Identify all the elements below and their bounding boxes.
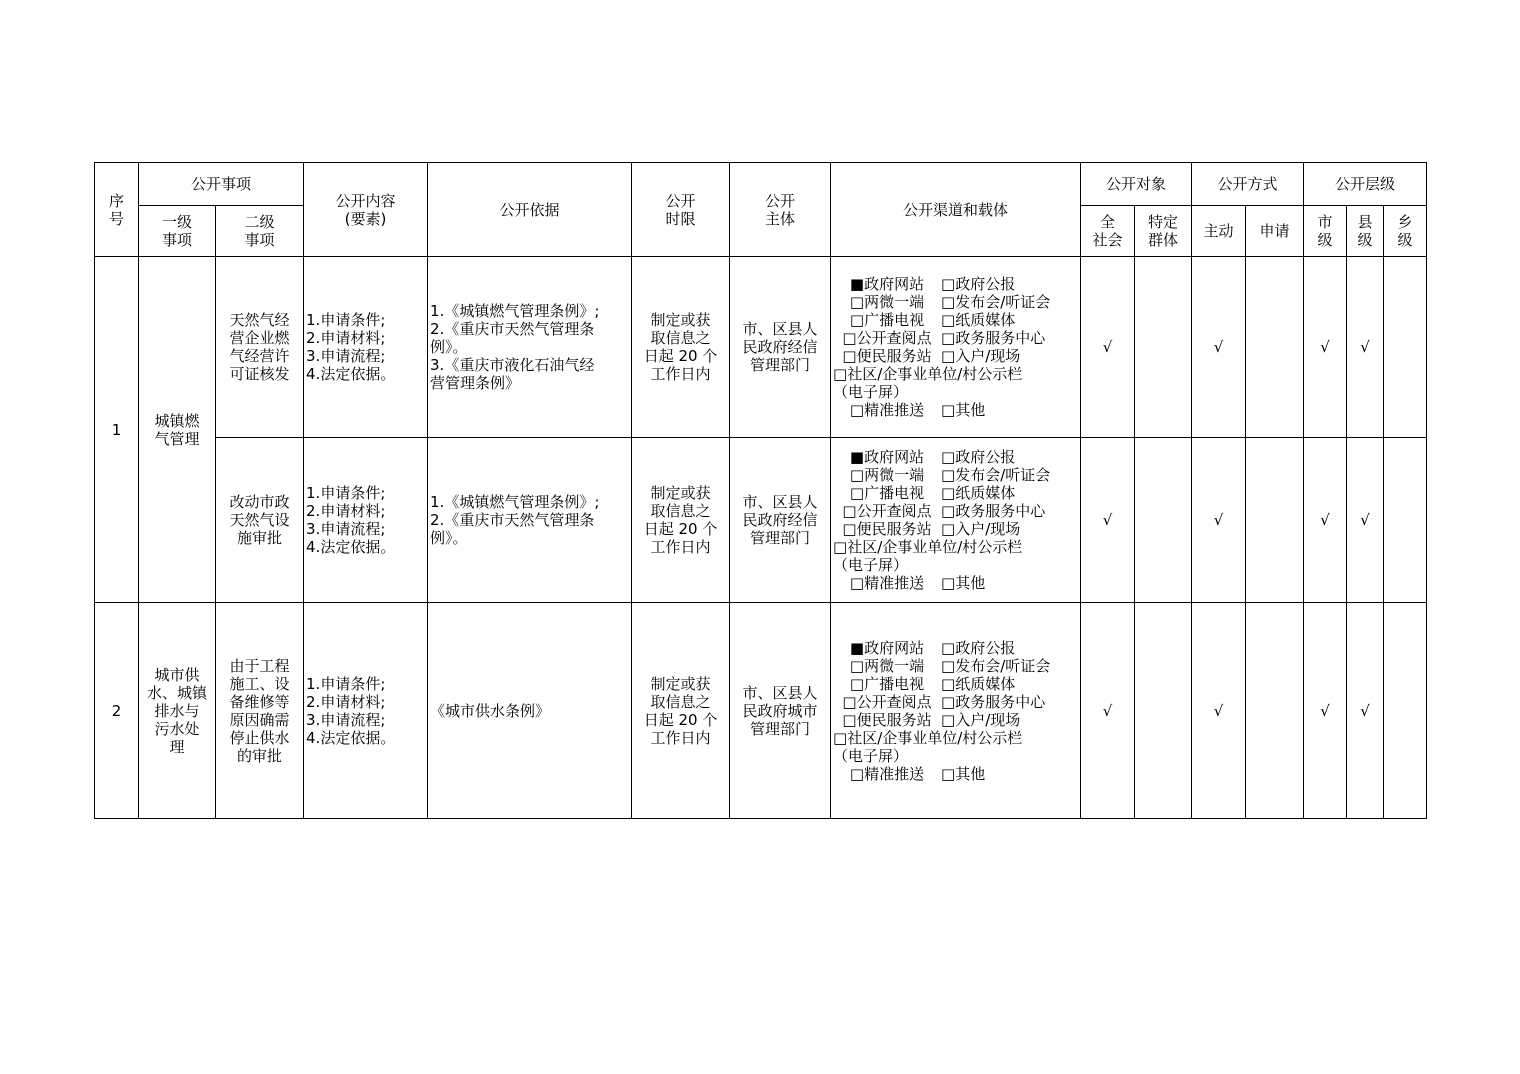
channel-option: □纸质媒体 [941,674,1016,693]
target-all-cell: √ [1081,438,1135,603]
text-line: 2.《重庆市天然气管理条 [430,511,595,529]
text-line: 改动市政 [229,493,290,511]
target-specific-cell [1135,257,1192,438]
text-line: 管理部门 [750,719,811,738]
text-line: 2.申请材料; [306,502,386,520]
channel-row [833,484,1078,502]
header-method-active: 主动 [1192,206,1246,257]
time-limit-cell [632,257,730,438]
channel-row [833,383,1078,401]
channel-option: □入户/现场 [941,710,1021,729]
channel-row [833,293,1078,311]
channel-option: □社区/企事业单位/村公示栏 [833,728,1023,747]
text-line: 取信息之 [650,502,711,520]
text-line: 1.申请条件; [306,674,386,693]
channel-row [833,448,1078,466]
header-target-specific [1135,206,1192,257]
text-line: 公开 [665,191,696,210]
text-line: 城镇燃 [154,411,200,430]
subject-cell [730,603,831,819]
seq-cell: 2 [95,603,139,819]
table-row [95,603,1427,819]
channel-option: □精准推送 [849,401,925,419]
channels-cell [831,257,1081,438]
text-line: 3.《重庆市液化石油气经 [430,356,595,374]
channel-row [833,747,1078,765]
table-row [95,438,1427,603]
channel-option: ■政府网站 [849,638,925,657]
channel-option: □广播电视 [849,674,925,693]
method-apply-cell [1246,603,1304,819]
text-line: 施工、设 [229,674,290,693]
channel-option: □发布会/听证会 [941,293,1051,311]
text-line: 公开内容 [335,191,396,210]
text-line: 市、区县人 [742,683,818,702]
header-seq [95,163,139,257]
text-line: 由于工程 [229,656,290,675]
channel-row [833,574,1078,592]
channel-option: □精准推送 [849,574,925,592]
header-subject [730,163,831,257]
channels-cell [831,438,1081,603]
text-line: 级 [1317,231,1333,249]
level-county-cell: √ [1347,257,1384,438]
channel-option: □社区/企事业单位/村公示栏 [833,538,1023,556]
text-line: 特定 [1148,213,1179,231]
text-line: 原因确需 [229,710,290,729]
header-channels: 公开渠道和载体 [831,163,1081,257]
text-line: 事项 [244,231,275,249]
level-town-cell [1384,438,1427,603]
channel-option: □两微一端 [849,466,925,484]
text-line: 社会 [1092,231,1123,249]
channel-option: □其他 [941,574,986,592]
text-line: 民政府城市 [742,701,818,720]
text-line: 工作日内 [650,538,711,556]
text-line: 管理部门 [750,529,811,547]
channel-option: ■政府网站 [849,448,925,466]
text-line: 的审批 [237,746,283,765]
channel-option: ■政府网站 [849,275,925,293]
basis-cell [428,438,632,603]
content-cell [304,438,428,603]
text-line: 3.申请流程; [306,520,386,538]
channel-row [833,657,1078,675]
header-level-group: 公开层级 [1304,163,1427,206]
text-line: 市、区县人 [742,320,818,338]
text-line: 1.申请条件; [306,484,386,502]
channel-row [833,765,1078,783]
header-method-apply: 申请 [1246,206,1304,257]
header-level-county [1347,206,1384,257]
text-line: 工作日内 [650,365,711,383]
target-all-cell: √ [1081,257,1135,438]
channel-option: （电子屏） [833,746,909,765]
channel-option: □精准推送 [849,764,925,783]
content-cell [304,603,428,819]
text-line: 水、城镇 [146,683,207,702]
text-line: 营企业燃 [229,329,290,347]
level-town-cell [1384,257,1427,438]
text-line: 污水处 [154,719,200,738]
text-line: 级 [1397,231,1413,249]
text-line: 号 [108,209,124,228]
time-limit-cell [632,603,730,819]
header-items-group: 公开事项 [139,163,304,206]
channel-option: □广播电视 [849,311,925,329]
header-method-group: 公开方式 [1192,163,1304,206]
text-line: 备维修等 [229,692,290,711]
content-cell [304,257,428,438]
channel-row [833,347,1078,365]
text-line: 停止供水 [229,728,290,747]
channel-row [833,329,1078,347]
channel-row [833,275,1078,293]
text-line: 民政府经信 [742,338,818,356]
text-line: 《城市供水条例》 [430,701,551,720]
channel-option: □公开查阅点 [842,329,932,347]
subject-cell [730,438,831,603]
header-time-limit [632,163,730,257]
text-line: (要素) [344,209,387,228]
target-all-cell: √ [1081,603,1135,819]
channel-option: □便民服务站 [842,347,932,365]
channel-row [833,502,1078,520]
text-line: 可证核发 [229,365,290,383]
header-content [304,163,428,257]
text-line: 县 [1357,213,1373,231]
level2-cell [216,438,304,603]
time-limit-cell [632,438,730,603]
text-line: 天然气设 [229,511,290,529]
text-line: 一级 [161,213,192,231]
text-line: 气管理 [154,429,200,448]
method-apply-cell [1246,257,1304,438]
channel-option: □纸质媒体 [941,484,1016,502]
level1-cell [139,257,216,603]
channel-option: □其他 [941,764,986,783]
method-active-cell: √ [1192,438,1246,603]
text-line: 制定或获 [650,674,711,693]
level-county-cell: √ [1347,438,1384,603]
text-line: 施审批 [237,529,283,547]
text-line: 制定或获 [650,311,711,329]
channel-row [833,711,1078,729]
text-line: 管理部门 [750,356,811,374]
text-line: 理 [169,737,185,756]
text-line: 取信息之 [650,692,711,711]
text-line: 公开 [765,191,796,210]
channel-option: □政府公报 [941,448,1016,466]
channel-option: □政务服务中心 [941,692,1046,711]
text-line: 1.申请条件; [306,311,386,329]
channel-row [833,639,1078,657]
disclosure-table [94,162,1427,819]
method-active-cell: √ [1192,257,1246,438]
channel-option: □入户/现场 [941,347,1021,365]
channel-option: □发布会/听证会 [941,466,1051,484]
text-line: 营管理条例》 [430,374,521,392]
header-target-all [1081,206,1135,257]
channel-option: □便民服务站 [842,710,932,729]
subject-cell [730,257,831,438]
text-line: 1.《城镇燃气管理条例》; [430,302,600,320]
text-line: 例》。 [430,338,468,356]
header-level-town [1384,206,1427,257]
header-row-1 [95,163,1427,206]
text-line: 2.《重庆市天然气管理条 [430,320,595,338]
level1-cell [139,603,216,819]
text-line: 日起 20 个 [643,347,718,365]
text-line: 气经营许 [229,347,290,365]
channel-option: □发布会/听证会 [941,656,1051,675]
text-line: 例》。 [430,529,468,547]
basis-cell [428,257,632,438]
text-line: 3.申请流程; [306,710,386,729]
text-line: 主体 [765,209,796,228]
channel-option: □纸质媒体 [941,311,1016,329]
level-city-cell: √ [1304,257,1347,438]
target-specific-cell [1135,438,1192,603]
channels-cell [831,603,1081,819]
text-line: 4.法定依据。 [306,538,396,556]
target-specific-cell [1135,603,1192,819]
level-town-cell [1384,603,1427,819]
text-line: 民政府经信 [742,511,818,529]
table-row [95,257,1427,438]
text-line: 时限 [665,209,696,228]
text-line: 日起 20 个 [643,520,718,538]
channel-row [833,556,1078,574]
channel-option: □其他 [941,401,986,419]
header-target-group: 公开对象 [1081,163,1192,206]
channel-option: □政务服务中心 [941,329,1046,347]
level-county-cell: √ [1347,603,1384,819]
text-line: 序 [108,191,124,210]
level-city-cell: √ [1304,603,1347,819]
channel-option: □入户/现场 [941,520,1021,538]
channel-option: □社区/企事业单位/村公示栏 [833,365,1023,383]
level-city-cell: √ [1304,438,1347,603]
channel-option: □政府公报 [941,275,1016,293]
text-line: 二级 [244,213,275,231]
channel-row [833,729,1078,747]
text-line: 2.申请材料; [306,692,386,711]
text-line: 全 [1100,213,1116,231]
header-level2 [216,206,304,257]
level2-cell [216,257,304,438]
text-line: 排水与 [154,701,200,720]
text-line: 3.申请流程; [306,347,386,365]
channel-row [833,311,1078,329]
channel-option: □两微一端 [849,656,925,675]
header-basis: 公开依据 [428,163,632,257]
text-line: 2.申请材料; [306,329,386,347]
text-line: 工作日内 [650,728,711,747]
method-active-cell: √ [1192,603,1246,819]
channel-row [833,520,1078,538]
channel-option: □便民服务站 [842,520,932,538]
header-level1 [139,206,216,257]
channel-row [833,365,1078,383]
channel-row [833,693,1078,711]
channel-option: （电子屏） [833,556,909,574]
channel-option: □公开查阅点 [842,692,932,711]
text-line: 级 [1357,231,1373,249]
text-line: 乡 [1397,213,1413,231]
text-line: 1.《城镇燃气管理条例》; [430,493,600,511]
text-line: 日起 20 个 [643,710,718,729]
channel-row [833,538,1078,556]
channel-option: （电子屏） [833,383,909,401]
text-line: 制定或获 [650,484,711,502]
channel-row [833,401,1078,419]
text-line: 4.法定依据。 [306,728,396,747]
channel-row [833,675,1078,693]
channel-option: □两微一端 [849,293,925,311]
level2-cell [216,603,304,819]
method-apply-cell [1246,438,1304,603]
channel-option: □广播电视 [849,484,925,502]
text-line: 事项 [161,231,192,249]
header-level-city [1304,206,1347,257]
basis-cell [428,603,632,819]
seq-cell: 1 [95,257,139,603]
text-line: 天然气经 [229,311,290,329]
channel-row [833,466,1078,484]
channel-option: □政府公报 [941,638,1016,657]
channel-option: □公开查阅点 [842,502,932,520]
channel-option: □政务服务中心 [941,502,1046,520]
text-line: 城市供 [154,665,200,684]
text-line: 取信息之 [650,329,711,347]
text-line: 市 [1317,213,1333,231]
text-line: 市、区县人 [742,493,818,511]
text-line: 4.法定依据。 [306,365,396,383]
text-line: 群体 [1148,231,1179,249]
